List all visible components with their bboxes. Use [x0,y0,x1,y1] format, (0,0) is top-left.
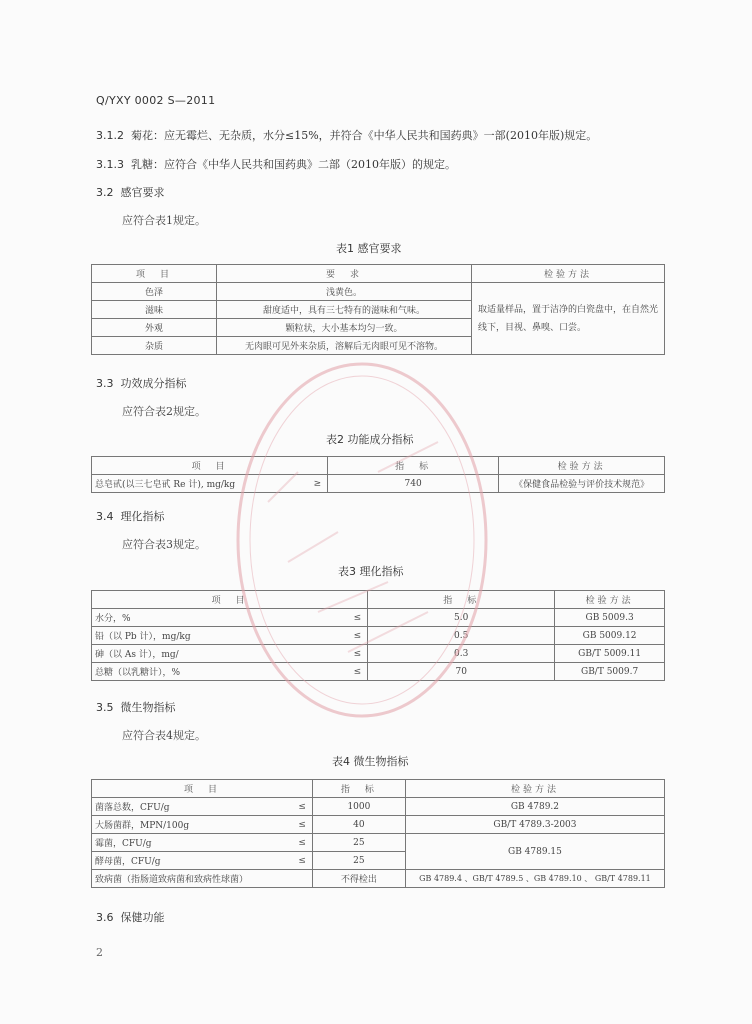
table-row [92,283,665,301]
table3-item: 铅（以 Pb 计），mg/kg [92,627,349,645]
table1-header-method: 检验方法 [472,265,665,283]
table1-item: 滋味 [92,301,217,319]
table4-value: 25 [312,834,405,852]
section-3-3-heading [96,375,187,391]
section-number: 3.6 [96,911,114,924]
table4-value: 25 [312,852,405,870]
section-title: 保健功能 [120,911,165,924]
table2-title: 表2 功能成分指标 [326,433,414,446]
table4-operator: ≤ [293,834,313,852]
table4-header-value: 指 标 [312,780,405,798]
clause-text: 菊花：应无霉烂、无杂质，水分≤15%，并符合《中华人民共和国药典》一部(2010年版)规定。 [131,129,598,142]
table4-item: 大肠菌群，MPN/100g [92,816,293,834]
table1-req: 颗粒状，大小基本均匀一致。 [217,319,472,337]
table1-sensory [91,264,665,355]
table4-value: 不得检出 [312,870,405,888]
clause-text: 乳糖：应符合《中华人民共和国药典》二部（2010年版）的规定。 [131,158,456,171]
section-3-4-heading [96,508,165,524]
table2-operator: ≥ [308,475,328,493]
table3-value: 0.5 [368,627,555,645]
table1-header-item: 项 目 [92,265,217,283]
table4-item: 菌落总数，CFU/g [92,798,293,816]
section-number: 3.5 [96,701,114,714]
table3-header-method: 检验方法 [555,591,665,609]
table3-title: 表3 理化指标 [338,565,404,578]
table2-header-method: 检验方法 [499,457,665,475]
section-title: 理化指标 [120,510,165,523]
table3-value: 5.0 [368,609,555,627]
section-3-5-heading [96,699,176,715]
table-row [92,798,665,816]
table1-title: 表1 感官要求 [336,242,402,255]
table4-method: GB 4789.4 、GB/T 4789.5 、GB 4789.10 、 GB/T 4789.11 [405,870,664,888]
section-number: 3.3 [96,377,114,390]
table2-item: 总皂甙(以三七皂甙 Re 计), mg/kg [92,475,309,493]
table4-item: 霉菌，CFU/g [92,834,293,852]
section-3-2-text: 应符合表1规定。 [122,214,206,227]
table3-physicochemical [91,590,665,681]
section-number: 3.4 [96,510,114,523]
table4-item: 致病菌（指肠道致病菌和致病性球菌） [92,870,313,888]
table4-merged-method: GB 4789.15 [405,834,664,870]
table1-method: 取适量样品，置于洁净的白瓷盘中，在自然光线下，目视、鼻嗅、口尝。 [472,283,665,355]
table2-header-item: 项 目 [92,457,328,475]
clause-number: 3.1.3 [96,158,124,171]
table3-operator: ≤ [348,645,368,663]
table4-operator: ≤ [293,798,313,816]
section-3-4-text: 应符合表3规定。 [122,538,206,551]
table4-microbial [91,779,665,888]
table3-method: GB/T 5009.11 [555,645,665,663]
table3-method: GB/T 5009.7 [555,663,665,681]
table4-operator: ≤ [293,852,313,870]
section-title: 功效成分指标 [120,377,187,390]
table3-operator: ≤ [348,627,368,645]
table3-operator: ≤ [348,609,368,627]
table-row [92,834,665,852]
table-row [92,663,665,681]
table4-item: 酵母菌，CFU/g [92,852,293,870]
section-3-6-heading [96,909,165,925]
table1-item: 色泽 [92,283,217,301]
section-3-3-text: 应符合表2规定。 [122,405,206,418]
clause-number: 3.1.2 [96,129,124,142]
table4-method: GB/T 4789.3-2003 [405,816,664,834]
table1-req: 无肉眼可见外来杂质，溶解后无肉眼可见不溶物。 [217,337,472,355]
table3-method: GB 5009.12 [555,627,665,645]
table4-method: GB 4789.2 [405,798,664,816]
table1-header-req: 要 求 [217,265,472,283]
table2-method: 《保健食品检验与评价技术规范》 [499,475,665,493]
document-code-header: Q/YXY 0002 S—2011 [96,94,216,107]
table2-value: 740 [328,475,499,493]
table1-item: 外观 [92,319,217,337]
table1-req: 浅黄色。 [217,283,472,301]
page-number: 2 [96,946,103,959]
table1-item: 杂质 [92,337,217,355]
table3-item: 砷（以 As 计），mg/ [92,645,349,663]
table3-item: 水分，% [92,609,349,627]
table-row [92,816,665,834]
clause-3-1-3 [96,156,456,172]
table-row [92,645,665,663]
table3-header-value: 指 标 [368,591,555,609]
table3-operator: ≤ [348,663,368,681]
section-3-2-heading [96,184,165,200]
table4-header-item: 项 目 [92,780,313,798]
table4-title: 表4 微生物指标 [332,755,409,768]
table-row [92,475,665,493]
table3-method: GB 5009.3 [555,609,665,627]
table2-header-value: 指 标 [328,457,499,475]
table3-value: 70 [368,663,555,681]
table3-value: 0.3 [368,645,555,663]
table-row [92,609,665,627]
table-row [92,870,665,888]
table4-operator: ≤ [293,816,313,834]
clause-3-1-2 [96,127,597,143]
table4-header-method: 检验方法 [405,780,664,798]
table4-value: 1000 [312,798,405,816]
table4-value: 40 [312,816,405,834]
table3-item: 总糖（以乳糖计），% [92,663,349,681]
section-title: 感官要求 [120,186,165,199]
table1-req: 甜度适中，具有三七特有的滋味和气味。 [217,301,472,319]
table-row [92,627,665,645]
table2-functional [91,456,665,493]
section-number: 3.2 [96,186,114,199]
section-3-5-text: 应符合表4规定。 [122,729,206,742]
table3-header-item: 项 目 [92,591,368,609]
section-title: 微生物指标 [120,701,176,714]
